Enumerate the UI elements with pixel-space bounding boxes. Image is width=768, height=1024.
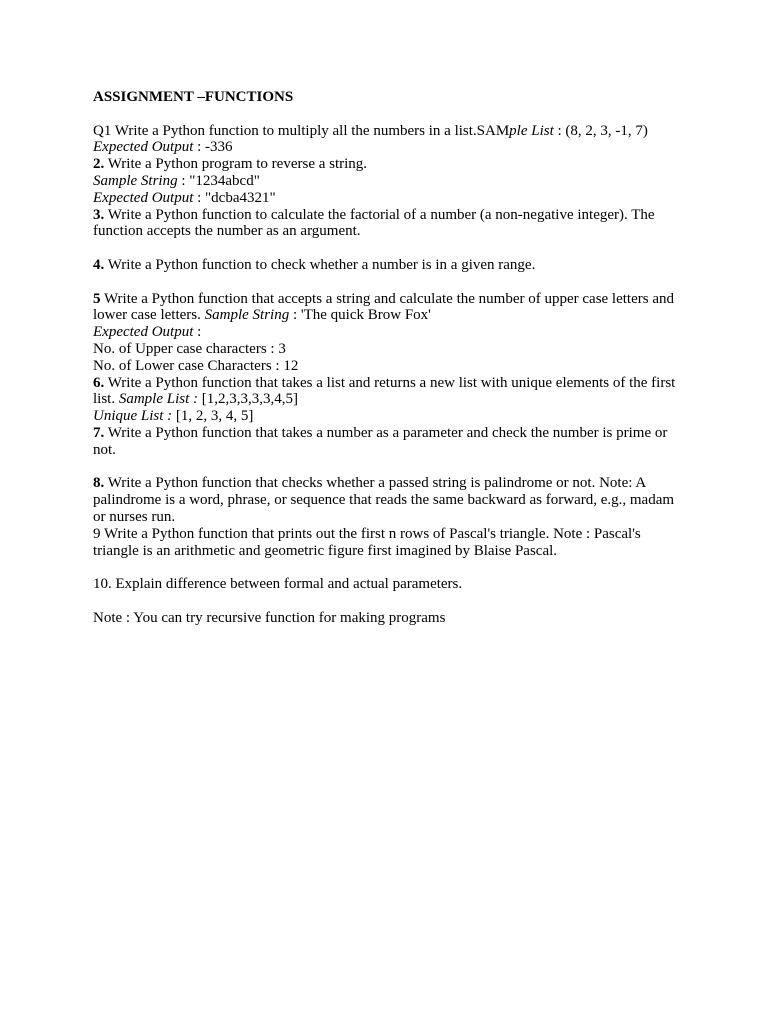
- question-5-expected: [93, 324, 683, 341]
- question-5-upper-count: No. of Upper case characters : 3: [93, 340, 286, 357]
- question-1-sample-label: ple List: [509, 122, 554, 139]
- sample-string-value: : "1234abcd": [177, 172, 260, 189]
- expected-output-value: :: [193, 324, 202, 341]
- question-6-text: Write a Python function that takes a list and returns a new list with unique elements of the first list.: [93, 374, 676, 408]
- question-5-lower-count: No. of Lower case Characters : 12: [93, 357, 299, 374]
- document-body: [93, 89, 683, 627]
- question-3: [93, 207, 683, 241]
- expected-output-label: Expected Output: [93, 139, 194, 156]
- question-9: 9 Write a Python function that prints out the first n rows of Pascal's triangle. Note : Pascal's triangle is an arithmetic and geometric figure first imagined by Blaise Pascal.: [93, 525, 641, 559]
- question-4: [93, 257, 683, 274]
- question-2-text: Write a Python program to reverse a string.: [104, 156, 368, 173]
- question-5-number: 5: [93, 290, 101, 307]
- expected-output-label: Expected Output: [93, 189, 194, 206]
- expected-output-value: : "dcba4321": [193, 189, 276, 206]
- question-1: [93, 123, 683, 140]
- question-6-unique: [93, 408, 683, 425]
- question-1-expected: [93, 139, 683, 156]
- question-3-number: 3.: [93, 206, 105, 223]
- sample-list-label: Sample List :: [118, 391, 199, 408]
- question-10: 10. Explain difference between formal and actual parameters.: [93, 576, 463, 593]
- question-1-sample-value: : (8, 2, 3, -1, 7): [553, 122, 648, 139]
- unique-list-value: [1, 2, 3, 4, 5]: [172, 408, 254, 425]
- question-4-number: 4.: [93, 256, 105, 273]
- expected-output-label: Expected Output: [93, 324, 194, 341]
- question-2-number: 2.: [93, 156, 105, 173]
- question-7-number: 7.: [93, 424, 105, 441]
- sample-list-value: [1,2,3,3,3,3,4,5]: [198, 391, 299, 408]
- question-6: [93, 375, 683, 409]
- question-8-text: Write a Python function that checks whether a passed string is palindrome or not. Note: A palindrome is a word, phrase, or sequence that reads the same backward as forward, e.g., madam or nurses run.: [93, 475, 675, 525]
- closing-note: Note : You can try recursive function for making programs: [93, 609, 446, 626]
- question-8-number: 8.: [93, 475, 105, 492]
- question-7-text: Write a Python function that takes a number as a parameter and check the number is prime or not.: [93, 424, 668, 458]
- question-3-text: Write a Python function to calculate the factorial of a number (a non-negative integer). The function accepts the number as an argument.: [93, 206, 655, 240]
- expected-output-value: : -336: [193, 139, 233, 156]
- question-4-text: Write a Python function to check whether a number is in a given range.: [104, 256, 536, 273]
- question-2: [93, 156, 683, 173]
- question-2-sample: [93, 173, 683, 190]
- assignment-title: ASSIGNMENT –FUNCTIONS: [93, 89, 294, 105]
- question-1-text: Q1 Write a Python function to multiply all the numbers in a list.SAM: [93, 122, 510, 139]
- question-6-number: 6.: [93, 374, 105, 391]
- unique-list-label: Unique List :: [93, 408, 173, 425]
- sample-string-label: Sample String: [204, 307, 290, 324]
- question-2-expected: [93, 190, 683, 207]
- sample-string-label: Sample String: [93, 172, 178, 189]
- question-5-text: Write a Python function that accepts a string and calculate the number of upper case letters and lower case letters.: [93, 290, 674, 324]
- sample-string-value: : 'The quick Brow Fox': [289, 307, 431, 324]
- question-8: [93, 475, 683, 525]
- question-5: [93, 291, 683, 325]
- question-7: [93, 425, 683, 459]
